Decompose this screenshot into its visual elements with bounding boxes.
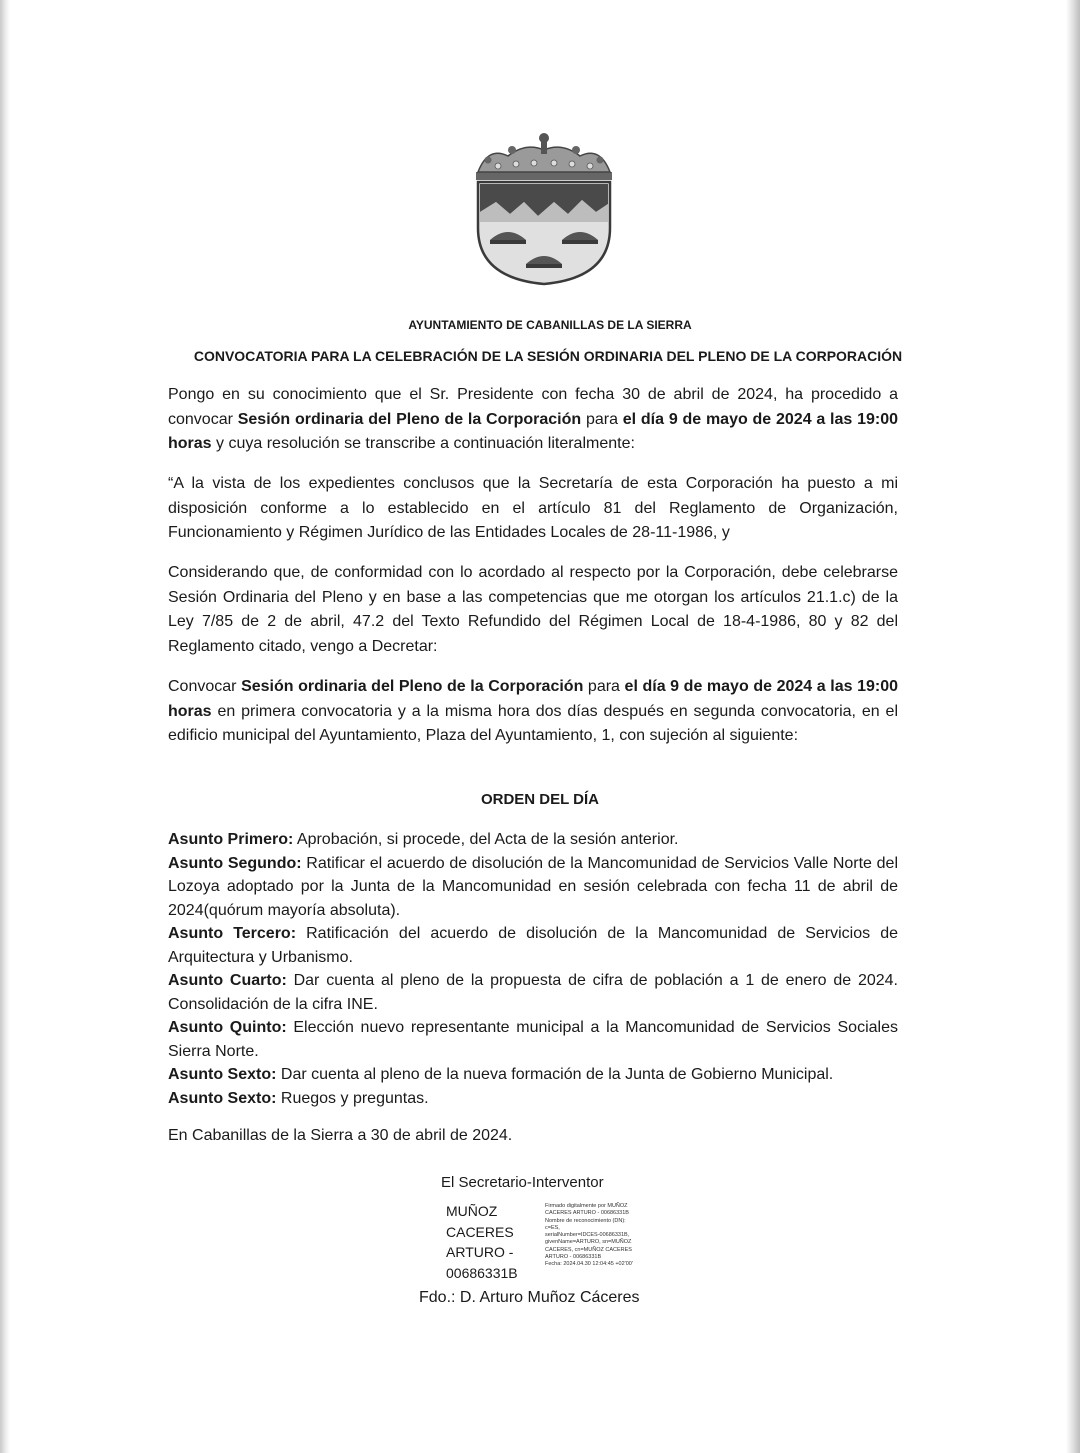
agenda-item-text: Ratificación del acuerdo de disolución de la Mancomunidad de Servicios de Arquitectura y Urbanismo. bbox=[168, 925, 898, 966]
text-segment: para bbox=[581, 410, 623, 428]
agenda-item bbox=[168, 1063, 898, 1087]
paragraph-quote: “A la vista de los expedientes conclusos que la Secretaría de esta Corporación ha puesto a mi disposición conforme a lo establecido en el artículo 81 del Reglamento de Organización, Funcionamiento y Régimen Jurídico de las Entidades Locales de 28-11-1986, y bbox=[168, 475, 898, 541]
document-title: CONVOCATORIA PARA LA CELEBRACIÓN DE LA SESIÓN ORDINARIA DEL PLENO DE LA CORPORACIÓN bbox=[193, 348, 903, 364]
signer-title: El Secretario-Interventor bbox=[441, 1174, 604, 1191]
signature-detail-line: ARTURO - 00686331B bbox=[545, 1254, 602, 1261]
signature-name-line: ARTURO - bbox=[446, 1244, 514, 1260]
text-segment: Pongo en su conocimiento que el Sr. Presidente con fecha 30 de abril de 2024, ha procedido a convocar bbox=[168, 386, 898, 428]
agenda-item-label: Asunto Sexto: bbox=[168, 1066, 277, 1083]
signature-detail-line: Firmado digitalmente por MUÑOZ bbox=[545, 1203, 628, 1209]
text-segment: para bbox=[583, 678, 625, 695]
closing-date-line: En Cabanillas de la Sierra a 30 de abril de 2024. bbox=[168, 1127, 513, 1144]
agenda-item-label: Asunto Primero: bbox=[168, 831, 294, 848]
agenda-item-text: Dar cuenta al pleno de la propuesta de cifra de población a 1 de enero de 2024. Consolidación de la cifra INE. bbox=[168, 972, 898, 1013]
page-edge-left bbox=[0, 0, 10, 1453]
signature-detail-line: CACERES, cn=MUÑOZ CACERES bbox=[545, 1246, 632, 1253]
agenda-item bbox=[168, 828, 898, 852]
agenda-item bbox=[168, 1016, 898, 1063]
agenda-item-label: Asunto Sexto: bbox=[168, 1089, 277, 1107]
agenda-list bbox=[168, 828, 898, 1110]
agenda-item-text: Ruegos y preguntas. bbox=[276, 1089, 429, 1107]
agenda-item-text: Elección nuevo representante municipal a la Mancomunidad de Servicios Sociales Sierra Norte. bbox=[168, 1019, 898, 1060]
signature-detail-line: givenName=ARTURO, sn=MUÑOZ bbox=[545, 1239, 632, 1246]
agenda-item bbox=[168, 1087, 898, 1111]
agenda-item bbox=[168, 922, 898, 969]
signature-name-line: CACERES bbox=[446, 1223, 514, 1240]
signature-detail-line: serialNumber=IDCES-00686331B, bbox=[545, 1232, 630, 1239]
paragraph-considering: Considerando que, de conformidad con lo acordado al respecto por la Corporación, debe celebrarse Sesión Ordinaria del Pleno y en base a las competencias que me otorgan los artículos 21.1.c) de la Ley 7/85 de 2 de abril, 47.2 del Texto Refundido del Régimen Local de 18-4-1986, 80 y 82 del Reglamento citado, vengo a Decretar: bbox=[168, 564, 898, 655]
text-segment: Convocar bbox=[168, 678, 242, 695]
agenda-item-label: Asunto Tercero: bbox=[168, 925, 297, 942]
agenda-title: ORDEN DEL DÍA bbox=[480, 791, 600, 808]
agenda-item-label: Asunto Cuarto: bbox=[168, 972, 287, 989]
page-edge-right bbox=[1066, 0, 1080, 1453]
paragraph-decree bbox=[168, 675, 898, 749]
signature-detail-line: Nombre de reconocimiento (DN): bbox=[545, 1217, 626, 1224]
session-name: Sesión ordinaria del Pleno de la Corporación bbox=[237, 410, 582, 428]
agenda-item-text: Aprobación, si procede, del Acta de la sesión anterior. bbox=[293, 831, 679, 848]
session-name: Sesión ordinaria del Pleno de la Corporación bbox=[241, 678, 584, 695]
session-date: el día 9 de mayo de 2024 a las 19:00 horas bbox=[168, 410, 899, 452]
digital-signature-details bbox=[545, 1203, 650, 1269]
session-date: el día 9 de mayo de 2024 a las 19:00 horas bbox=[168, 678, 899, 720]
coat-of-arms-icon bbox=[468, 128, 620, 288]
agenda-item-label: Asunto Segundo: bbox=[168, 854, 302, 872]
municipality-name: AYUNTAMIENTO DE CABANILLAS DE LA SIERRA bbox=[408, 318, 692, 332]
text-segment: en primera convocatoria y a la misma hora dos días después en segunda convocatoria, en el edificio municipal del Ayuntamiento, Plaza del Ayuntamiento, 1, con sujeción al siguiente: bbox=[168, 702, 898, 744]
signature-name-line: MUÑOZ bbox=[446, 1203, 498, 1219]
digital-signature-name bbox=[446, 1201, 541, 1283]
signature-detail-line: CACERES ARTURO - 00686331B bbox=[545, 1210, 629, 1217]
agenda-item-label: Asunto Quinto: bbox=[168, 1019, 287, 1036]
paragraph-intro bbox=[168, 383, 898, 457]
agenda-item bbox=[168, 969, 898, 1016]
text-segment: y cuya resolución se transcribe a continuación literalmente: bbox=[211, 435, 635, 452]
agenda-item bbox=[168, 852, 898, 923]
signature-detail-line: c=ES, bbox=[545, 1224, 560, 1231]
signed-by: Fdo.: D. Arturo Muñoz Cáceres bbox=[419, 1289, 640, 1306]
agenda-item-text: Ratificar el acuerdo de disolución de la Mancomunidad de Servicios Valle Norte del Lozoya adoptado por la Junta de la Mancomunidad en sesión celebrada con fecha 11 de abril de 2024(quórum mayoría absoluta). bbox=[168, 854, 899, 919]
signature-name-line: 00686331B bbox=[446, 1264, 518, 1281]
agenda-item-text: Dar cuenta al pleno de la nueva formación de la Junta de Gobierno Municipal. bbox=[276, 1066, 834, 1083]
signature-detail-line: Fecha: 2024.04.30 12:04:45 +02'00' bbox=[545, 1261, 633, 1268]
